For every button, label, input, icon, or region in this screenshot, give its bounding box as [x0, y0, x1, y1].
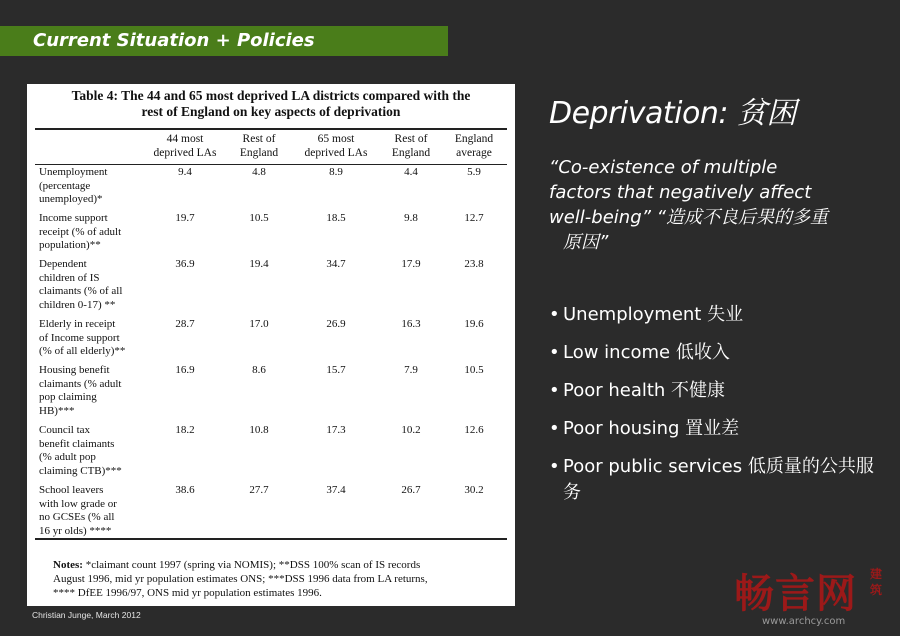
list-item: [549, 416, 889, 442]
bullet-dot: •: [549, 304, 560, 325]
table-caption: [37, 88, 505, 120]
table-rule: [35, 128, 507, 130]
list-item: [549, 302, 889, 328]
table-cell: 12.6: [464, 424, 484, 436]
row-label: [39, 166, 147, 207]
row-label-line: receipt (% of adult: [39, 225, 122, 238]
logo-side-text: 建筑: [870, 567, 883, 597]
row-label-line: Council tax: [39, 424, 91, 436]
row-label-line: population)**: [39, 239, 101, 251]
row-label-line: unemployed)*: [39, 193, 103, 205]
table-cell: 26.7: [401, 484, 421, 496]
column-header-line: Rest of: [394, 133, 428, 145]
table-cell: 8.9: [329, 166, 343, 178]
caption-line: Table 4: The 44 and 65 most deprived LA districts compared with the: [71, 88, 471, 103]
table-cell: 36.9: [175, 258, 195, 270]
notes-line: **** DfEE 1996/97, ONS mid yr population estimates 1996.: [53, 587, 322, 599]
row-label-line: children of IS: [39, 271, 100, 284]
notes-line: August 1996, mid yr population estimates ONS; ***DSS 1996 data from LA returns,: [53, 573, 428, 585]
column-header: [227, 132, 291, 160]
row-label-line: Housing benefit: [39, 364, 110, 376]
column-header: [379, 132, 443, 160]
row-label: [39, 318, 147, 359]
table-cell: 27.7: [249, 484, 269, 496]
table-cell: 19.4: [249, 258, 269, 270]
table-cell: 28.7: [175, 318, 195, 330]
column-header-line: England: [391, 147, 431, 159]
deprivation-factors-list: [549, 302, 889, 518]
column-header-line: 65 most: [317, 133, 355, 145]
section-header: [0, 26, 448, 56]
watermark-logo: [728, 560, 888, 630]
table-cell: 4.4: [404, 166, 418, 178]
table-cell: 17.9: [401, 258, 421, 270]
author-credit: Christian Junge, March 2012: [32, 610, 141, 620]
row-label-line: HB)***: [39, 404, 75, 417]
row-label: [39, 364, 147, 418]
row-label: [39, 258, 147, 312]
column-header-line: deprived LAs: [304, 147, 368, 159]
row-label-line: Income support: [39, 212, 108, 224]
table-cell: 8.6: [252, 364, 266, 376]
column-header-line: average: [456, 147, 492, 159]
list-item: [549, 340, 889, 366]
watermark-url: www.archcy.com: [762, 616, 846, 627]
bullet-dot: •: [549, 380, 560, 401]
column-header-line: England: [454, 133, 494, 145]
table-cell: 17.3: [326, 424, 346, 436]
row-label-line: no GCSEs (% all: [39, 511, 115, 523]
list-item-text: Poor housing 置业差: [563, 418, 740, 439]
row-label-line: claimants (% of all: [39, 285, 123, 297]
table-cell: 10.5: [249, 212, 269, 224]
quote-line: “Co-existence of multiple: [549, 157, 778, 178]
list-item-text: Low income 低收入: [563, 342, 730, 363]
column-header-line: England: [239, 147, 279, 159]
definition-quote: [549, 155, 884, 255]
table-cell: 30.2: [464, 484, 484, 496]
list-item-text: Poor public services 低质量的公共服务: [563, 456, 874, 503]
logo-text: 畅言网: [734, 571, 857, 617]
column-header: [145, 132, 225, 160]
table-notes: [53, 558, 507, 600]
notes-line: [53, 558, 507, 572]
column-header-line: 44 most: [166, 133, 204, 145]
bullet-dot: •: [549, 456, 560, 477]
table-cell: 18.2: [175, 424, 195, 436]
quote-line: factors that negatively affect: [549, 182, 812, 203]
table-cell: 17.0: [249, 318, 269, 330]
caption-line: rest of England on key aspects of deprivation: [141, 104, 401, 119]
bullet-dot: •: [549, 418, 560, 439]
table-cell: 9.8: [404, 212, 418, 224]
row-label: [39, 484, 147, 538]
row-label-line: Elderly in receipt: [39, 318, 116, 330]
row-label-line: pop claiming: [39, 391, 97, 403]
table-cell: 12.7: [464, 212, 484, 224]
table-cell: 16.9: [175, 364, 195, 376]
column-header-line: deprived LAs: [153, 147, 217, 159]
row-label-line: claiming CTB)***: [39, 464, 122, 477]
slide-title: Deprivation: 贫困: [549, 96, 797, 131]
row-label-line: School leavers: [39, 484, 104, 496]
table-cell: 19.6: [464, 318, 484, 330]
table-cell: 18.5: [326, 212, 346, 224]
section-title: Current Situation + Policies: [33, 30, 315, 51]
table-column-headers: [27, 132, 515, 164]
row-label-line: Dependent: [39, 258, 87, 270]
table-rule: [35, 538, 507, 540]
table-cell: 26.9: [326, 318, 346, 330]
list-item-text: Unemployment 失业: [563, 304, 744, 325]
list-item: [549, 378, 889, 404]
notes-label: Notes:: [53, 559, 83, 571]
table-cell: 7.9: [404, 364, 418, 376]
table-cell: 15.7: [326, 364, 346, 376]
table-cell: 10.2: [401, 424, 421, 436]
row-label: [39, 424, 147, 478]
row-label-line: with low grade or: [39, 497, 117, 510]
quote-line: 原因”: [563, 232, 609, 253]
row-label-line: Unemployment: [39, 166, 108, 178]
column-header: [443, 132, 505, 160]
table-cell: 4.8: [252, 166, 266, 178]
row-label-line: children 0-17) **: [39, 298, 116, 311]
row-label-line: of Income support: [39, 331, 120, 344]
table-cell: 19.7: [175, 212, 195, 224]
table-cell: 37.4: [326, 484, 346, 496]
row-label: [39, 212, 147, 253]
table-cell: 16.3: [401, 318, 421, 330]
column-header-line: Rest of: [242, 133, 276, 145]
table-cell: 38.6: [175, 484, 195, 496]
bullet-dot: •: [549, 342, 560, 363]
row-label-line: (percentage: [39, 179, 91, 192]
table-rule: [35, 164, 507, 165]
row-label-line: benefit claimants: [39, 437, 115, 450]
notes-text: *claimant count 1997 (spring via NOMIS); **DSS 100% scan of IS records: [82, 559, 421, 571]
row-label-line: 16 yr olds) ****: [39, 524, 112, 537]
list-item: [549, 454, 889, 506]
quote-line: well-being” “造成不良后果的多重: [549, 207, 828, 228]
table-cell: 5.9: [467, 166, 481, 178]
column-header: [293, 132, 379, 160]
table-cell: 10.5: [464, 364, 484, 376]
table-cell: 9.4: [178, 166, 192, 178]
row-label-line: (% of all elderly)**: [39, 345, 126, 357]
table-cell: 34.7: [326, 258, 346, 270]
row-label-line: claimants (% adult: [39, 377, 122, 390]
row-label-line: (% adult pop: [39, 451, 96, 463]
table-cell: 23.8: [464, 258, 484, 270]
table-cell: 10.8: [249, 424, 269, 436]
deprivation-table-image: [27, 84, 515, 606]
list-item-text: Poor health 不健康: [563, 380, 726, 401]
